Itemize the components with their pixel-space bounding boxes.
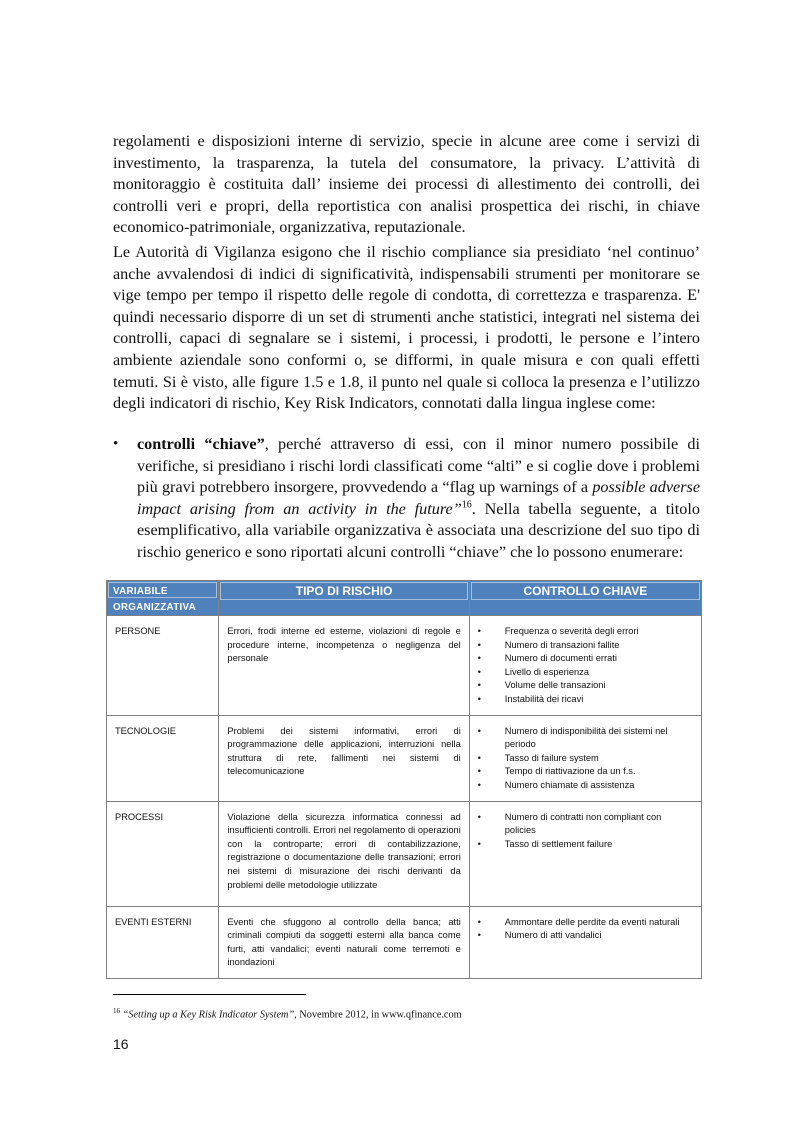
bullet-text [137,434,700,564]
list-item: • Numero di indisponibilità dei sistemi nel periodo [478,725,693,752]
cell-controls [469,906,701,978]
bullet-bold-a: controlli “ [137,435,213,453]
cell-controls [469,616,701,716]
list-item: • Numero di contratti non compliant con policies [478,811,693,838]
list-item: • Tasso di failure system [478,752,693,766]
cell-variable: PERSONE [107,616,219,716]
list-item: • Frequenza o severità degli errori [478,625,693,639]
footnote-number: 16 [113,1007,120,1015]
cell-variable: TECNOLOGIE [107,715,219,801]
bullet-icon: • [113,436,119,452]
table-row [107,616,702,716]
list-item: • Ammontare delle perdite da eventi naturali [478,916,693,930]
page-number: 16 [113,1036,129,1052]
cell-variable: EVENTI ESTERNI [107,906,219,978]
list-item: • Instabilità dei ricavi [478,693,693,707]
list-item: • Tasso di settlement failure [478,838,693,852]
footnote-source: , Novembre 2012, in www.qfinance.com [294,1009,462,1021]
bullet-bold-b: chiave [212,435,257,453]
list-item: • Volume delle transazioni [478,679,693,693]
footnote-reference[interactable]: 16 [461,499,472,511]
cell-risk: Violazione della sicurezza informatica connessi ad insufficienti controlli. Errori nel regolamento di operazioni con la controparte; errori di contabilizzazione, registrazione o documentazione delle transazioni; errori nei sistemi di misurazione dei rischi derivanti da problemi delle metodologie utilizzate [219,801,469,906]
table-header-row [107,581,702,616]
header-variabile: VARIABILE ORGANIZZATIVA [107,581,219,616]
list-item: • Numero di transazioni fallite [478,639,693,653]
cell-variable: PROCESSI [107,801,219,906]
bullet-bold-c: ” [256,435,265,453]
bullet-item-controlli-chiave [113,434,700,564]
bullet-text-part-2: . Nella tabella seguente, a titolo esemplificativo, alla variabile organizzativa è associata una descrizione del suo tipo di rischio generico e sono riportati alcuni controlli “chiave” che lo possono enumerare: [137,499,700,561]
list-item: • Numero di atti vandalici [478,929,693,943]
paragraph-monitoring: regolamenti e disposizioni interne di servizio, specie in alcune aree come i servizi di investimento, la trasparenza, la tutela del consumatore, la privacy. L’attività di monitoraggio è costituita dall’ insieme dei processi di allestimento dei controlli, dei controlli veri e propri, della reportistica con analisi prospettica dei rischi, in chiave economico-patrimoniale, organizzativa, reputazionale. [113,132,700,237]
table-row [107,801,702,906]
table-row [107,715,702,801]
list-item: • Numero di documenti errati [478,652,693,666]
bullet-text-part-1: , perché attraverso di essi, con il minor numero possibile di verifiche, si presidiano i rischi lordi classificati come “alti” e si coglie dove i problemi più gravi potrebbero insorgere, provvedendo a “flag up warnings of a [137,435,701,497]
cell-risk: Errori, frodi interne ed esterne, violazioni di regole e procedure interne, incompetenza o negligenza del personale [219,616,469,716]
paragraph-key-risk-indicators: Le Autorità di Vigilanza esigono che il rischio compliance sia presidiato ‘nel continuo’ anche avvalendosi di indici di significatività, indispensabili strumenti per monitorare se vige tempo per tempo il rispetto delle regole di condotta, di correttezza e trasparenza. E' quindi necessario disporre di un set di strumenti anche statistici, integrati nel sistema dei controlli, capaci di segnalare se i sistemi, i processi, i prodotti, le persone e l’intero ambiente aziendale sono conformi o, se difformi, in quale misura e con quali effetti temuti. Si è visto, alle figure 1.5 e 1.8, il punto nel quale si colloca la presenza e l’utilizzo degli indicatori di rischio, Key Risk Indicators, connotati dalla lingua inglese come: [113,243,700,413]
bullet-italic-quote: possible adverse impact arising from an activity in the future” [137,478,701,518]
table-row [107,906,702,978]
risk-controls-table [106,580,702,979]
header-tipo-rischio: TIPO DI RISCHIO [219,581,469,616]
header-controllo-chiave: CONTROLLO CHIAVE [469,581,701,616]
list-item: • Tempo di riattivazione da un f.s. [478,765,693,779]
list-item: • Numero chiamate di assistenza [478,779,693,793]
cell-controls [469,801,701,906]
list-item: • Livello di esperienza [478,666,693,680]
cell-risk: Eventi che sfuggono al controllo della banca; atti criminali compiuti da soggetti esterni alla banca come furti, atti vandalici; eventi naturali come terremoti e inondazioni [219,906,469,978]
footnote-divider [113,994,306,995]
footnote-title: “Setting up a Key Risk Indicator System” [122,1009,295,1021]
cell-controls [469,715,701,801]
cell-risk: Problemi dei sistemi informativi, errori di programmazione delle applicazioni, interruzioni nella struttura di rete, fallimenti nei sistemi di telecomunicazione [219,715,469,801]
footnote [113,1004,462,1022]
